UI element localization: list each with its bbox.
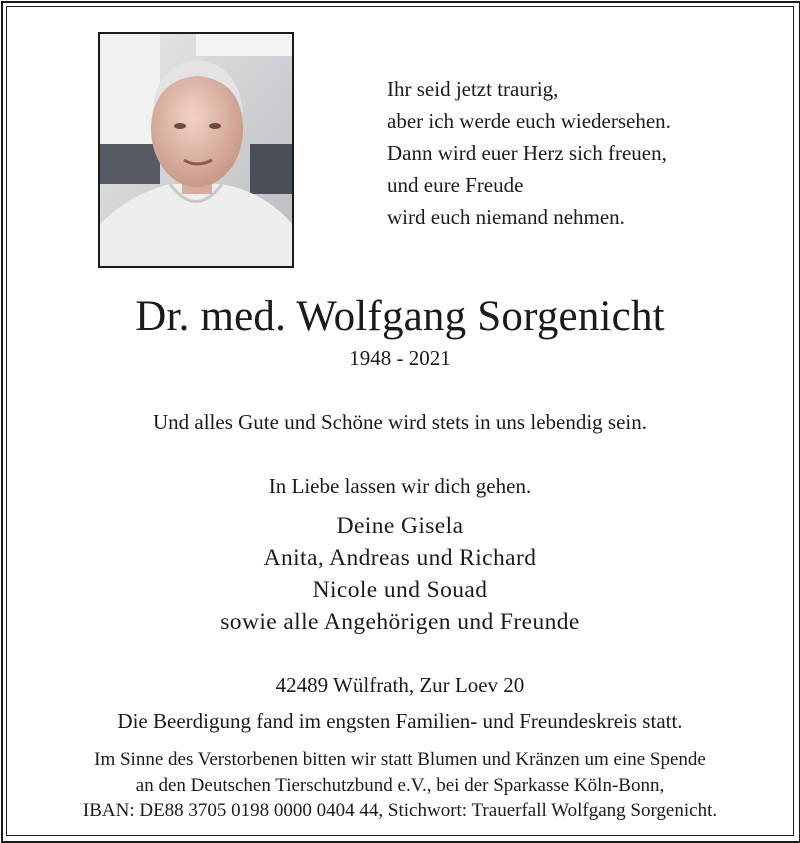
memorial-quote: Und alles Gute und Schöne wird stets in uns lebendig sein.	[152, 410, 647, 434]
donation-line: Im Sinne des Verstorbenen bitten wir statt Blumen und Kränzen um eine Spende	[94, 749, 706, 770]
portrait-photo	[98, 32, 294, 268]
poem	[387, 73, 767, 233]
poem-line: wird euch niemand nehmen.	[387, 205, 625, 229]
poem-line: Ihr seid jetzt traurig,	[387, 77, 559, 101]
poem-line: Dann wird euer Herz sich freuen,	[387, 141, 667, 165]
portrait-icon	[100, 34, 292, 266]
funeral-note: Die Beerdigung fand im engsten Familien- und Freundeskreis statt.	[117, 709, 683, 733]
address: 42489 Wülfrath, Zur Loev 20	[275, 673, 525, 697]
donation-line: an den Deutschen Tierschutzbund e.V., bei der Sparkasse Köln-Bonn,	[135, 774, 665, 796]
deceased-name: Dr. med. Wolfgang Sorgenicht	[135, 293, 665, 340]
life-years: 1948 - 2021	[349, 346, 451, 370]
family-list	[0, 510, 800, 638]
family-line: Deine Gisela	[336, 513, 464, 539]
family-line: Anita, Andreas und Richard	[263, 545, 537, 571]
donation-note	[0, 747, 800, 824]
donation-line: IBAN: DE88 3705 0198 0000 0404 44, Stichwort: Trauerfall Wolfgang Sorgenicht.	[82, 800, 718, 821]
poem-line: und eure Freude	[387, 173, 524, 197]
family-line: Nicole und Souad	[312, 577, 488, 603]
farewell-line: In Liebe lassen wir dich gehen.	[268, 474, 532, 498]
family-line: sowie alle Angehörigen und Freunde	[220, 609, 580, 635]
poem-line: aber ich werde euch wiedersehen.	[387, 109, 671, 133]
